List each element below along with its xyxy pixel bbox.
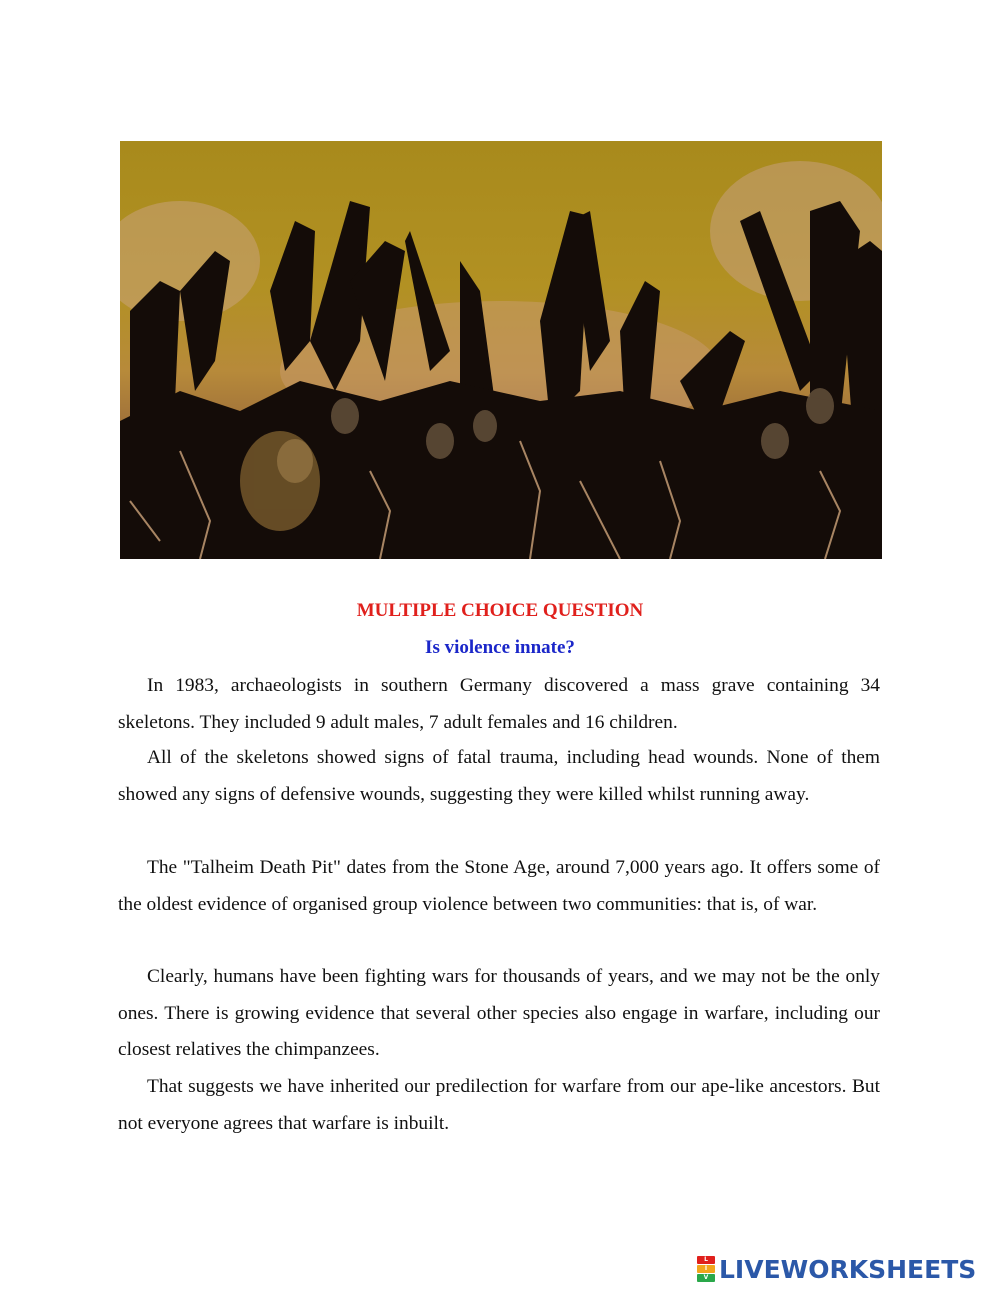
raised-hands-silhouette-illustration — [120, 141, 882, 559]
question-title-heading: Is violence innate? — [425, 637, 575, 658]
mark-letter: V — [697, 1274, 715, 1282]
liveworksheets-wordmark: LIVEWORKSHEETS — [719, 1254, 977, 1284]
hero-illustration — [120, 141, 882, 559]
paragraph: All of the skeletons showed signs of fatal trauma, including head wounds. None of them showed any signs of defensive wounds, suggesting they were killed whilst running away. — [118, 747, 880, 805]
paragraph: In 1983, archaeologists in southern Germany discovered a mass grave containing 34 skeletons. They included 9 adult males, 7 adult females and 16 children. — [118, 675, 880, 733]
paragraph: That suggests we have inherited our predilection for warfare from our ape-like ancestors. But not everyone agrees that warfare is inbuilt. — [118, 1076, 880, 1134]
question-type-heading: MULTIPLE CHOICE QUESTION — [356, 600, 644, 621]
mark-letter: I — [697, 1265, 715, 1273]
mark-letter: L — [697, 1256, 715, 1264]
liveworksheets-logo — [697, 1253, 976, 1285]
liveworksheets-mark-icon — [697, 1256, 715, 1282]
paragraph: Clearly, humans have been fighting wars for thousands of years, and we may not be the only ones. There is growing evidence that several other species also engage in warfare, including our closest relatives the chimpanzees. — [118, 966, 880, 1060]
paragraph: The "Talheim Death Pit" dates from the Stone Age, around 7,000 years ago. It offers some of the oldest evidence of organised group violence between two communities: that is, of war. — [118, 857, 880, 915]
